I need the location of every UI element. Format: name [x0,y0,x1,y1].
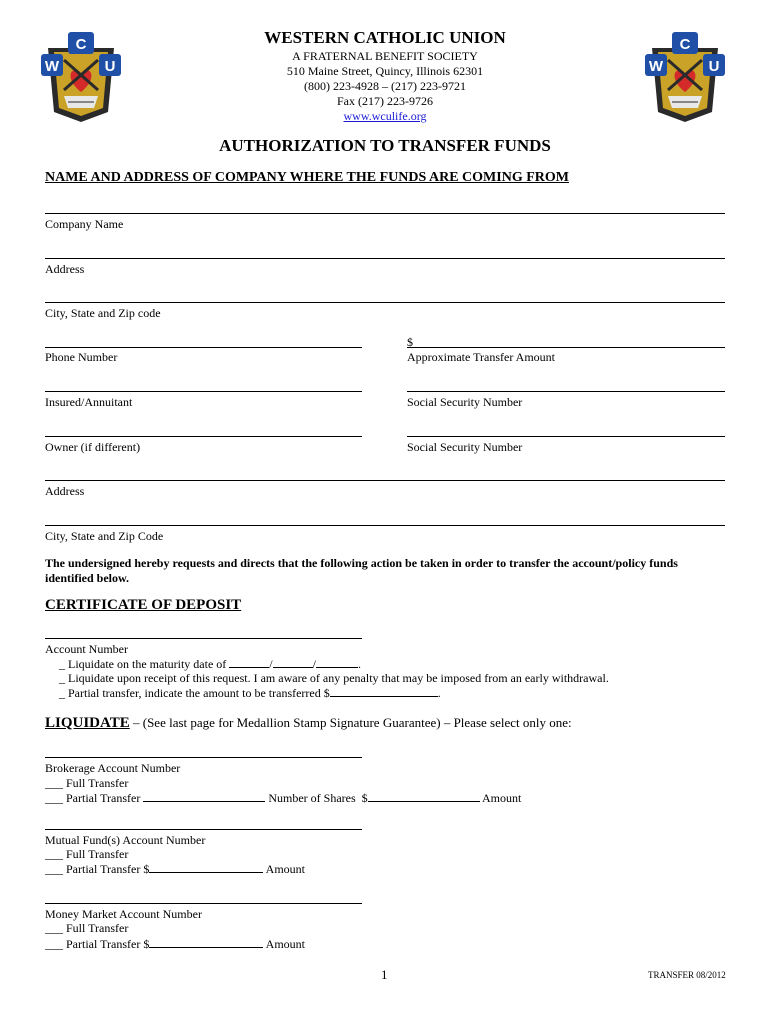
address2-label: Address [45,484,85,498]
cd-option-maturity[interactable]: _ Liquidate on the maturity date of / / . [59,657,361,671]
cd-partial-amount-field[interactable] [330,685,438,697]
mutual-partial-field[interactable] [149,861,263,873]
owner-label: Owner (if different) [45,440,141,454]
mutual-partial-transfer[interactable]: ___ Partial Transfer $ Amount [45,862,306,876]
section-title-liquidate: LIQUIDATE [45,715,130,731]
ssn2-label: Social Security Number [407,440,523,454]
cd-account-line[interactable] [45,638,362,639]
form-title: AUTHORIZATION TO TRANSFER FUNDS [219,136,551,155]
cd-account-label: Account Number [45,642,128,656]
brokerage-account-label: Brokerage Account Number [45,761,181,775]
org-subtitle: A FRATERNAL BENEFIT SOCIETY [292,49,478,63]
city-state-zip-label: City, State and Zip code [45,306,161,320]
svg-text:U: U [104,58,116,75]
address-line[interactable] [45,258,725,259]
insured-label: Insured/Annuitant [45,395,133,409]
brokerage-full-transfer[interactable]: ___ Full Transfer [45,776,129,790]
page-number: 1 [381,967,388,982]
liquidate-note: – (See last page for Medallion Stamp Signature Guarantee) – Please select only one: [129,715,572,730]
maturity-month-field[interactable] [229,656,269,668]
company-name-label: Company Name [45,217,124,231]
mutual-full-transfer[interactable]: ___ Full Transfer [45,847,129,861]
address2-line[interactable] [45,480,725,481]
maturity-day-field[interactable] [273,656,313,668]
org-address: 510 Maine Street, Quincy, Illinois 62301 [286,64,484,78]
transfer-amount-line[interactable] [407,347,725,348]
ssn1-label: Social Security Number [407,395,523,409]
city-state-zip-line[interactable] [45,302,725,303]
svg-text:U: U [708,58,720,75]
money-market-amount-label: Amount [265,937,306,951]
instruction-text: The undersigned hereby requests and directs that the following action be taken in order to transfer the account/policy funds identified below. [45,556,678,585]
section-title-cd: CERTIFICATE OF DEPOSIT [45,597,242,613]
ssn2-line[interactable] [407,436,725,437]
money-market-account-line[interactable] [45,903,362,904]
svg-text:C: C [75,36,87,53]
maturity-year-field[interactable] [316,656,358,668]
brokerage-amount-label: Amount [481,791,522,805]
svg-text:W: W [44,58,60,75]
brokerage-partial-transfer[interactable]: ___ Partial Transfer Number of Shares $ Amount [45,791,522,805]
mutual-fund-account-line[interactable] [45,829,362,830]
cd-option-partial[interactable]: _ Partial transfer, indicate the amount to be transferred $ . [59,686,441,700]
phone-line[interactable] [45,347,362,348]
section-title-company: NAME AND ADDRESS OF COMPANY WHERE THE FUNDS ARE COMING FROM [45,170,569,185]
city-state-zip2-line[interactable] [45,525,725,526]
transfer-amount-label: Approximate Transfer Amount [407,350,555,364]
owner-line[interactable] [45,436,362,437]
money-market-account-label: Money Market Account Number [45,907,202,921]
company-name-line[interactable] [45,213,725,214]
website-link[interactable]: www.wculife.org [343,109,427,123]
org-name: WESTERN CATHOLIC UNION [264,28,506,47]
mutual-fund-account-label: Mutual Fund(s) Account Number [45,833,206,847]
address-label: Address [45,262,85,276]
ssn1-line[interactable] [407,391,725,392]
money-market-full-transfer[interactable]: ___ Full Transfer [45,921,129,935]
phone-label: Phone Number [45,350,118,364]
brokerage-amount-field[interactable] [368,790,480,802]
brokerage-account-line[interactable] [45,757,362,758]
city-state-zip2-label: City, State and Zip Code [45,529,164,543]
money-market-partial-field[interactable] [149,936,263,948]
svg-text:W: W [648,58,664,75]
form-code: TRANSFER 08/2012 [648,970,726,980]
insured-line[interactable] [45,391,362,392]
shares-label: Number of Shares [268,791,356,805]
dollar-sign: $ [407,335,413,349]
money-market-partial-transfer[interactable]: ___ Partial Transfer $ Amount [45,937,306,951]
cd-option-liquidate-now[interactable]: _ Liquidate upon receipt of this request. I am aware of any penalty that may be imposed from an early withdrawal. [59,671,609,685]
org-phones: (800) 223-4928 – (217) 223-9721 [304,79,466,93]
brokerage-partial-field[interactable] [143,790,265,802]
mutual-amount-label: Amount [265,862,306,876]
svg-text:C: C [679,36,691,53]
org-fax: Fax (217) 223-9726 [337,94,433,108]
